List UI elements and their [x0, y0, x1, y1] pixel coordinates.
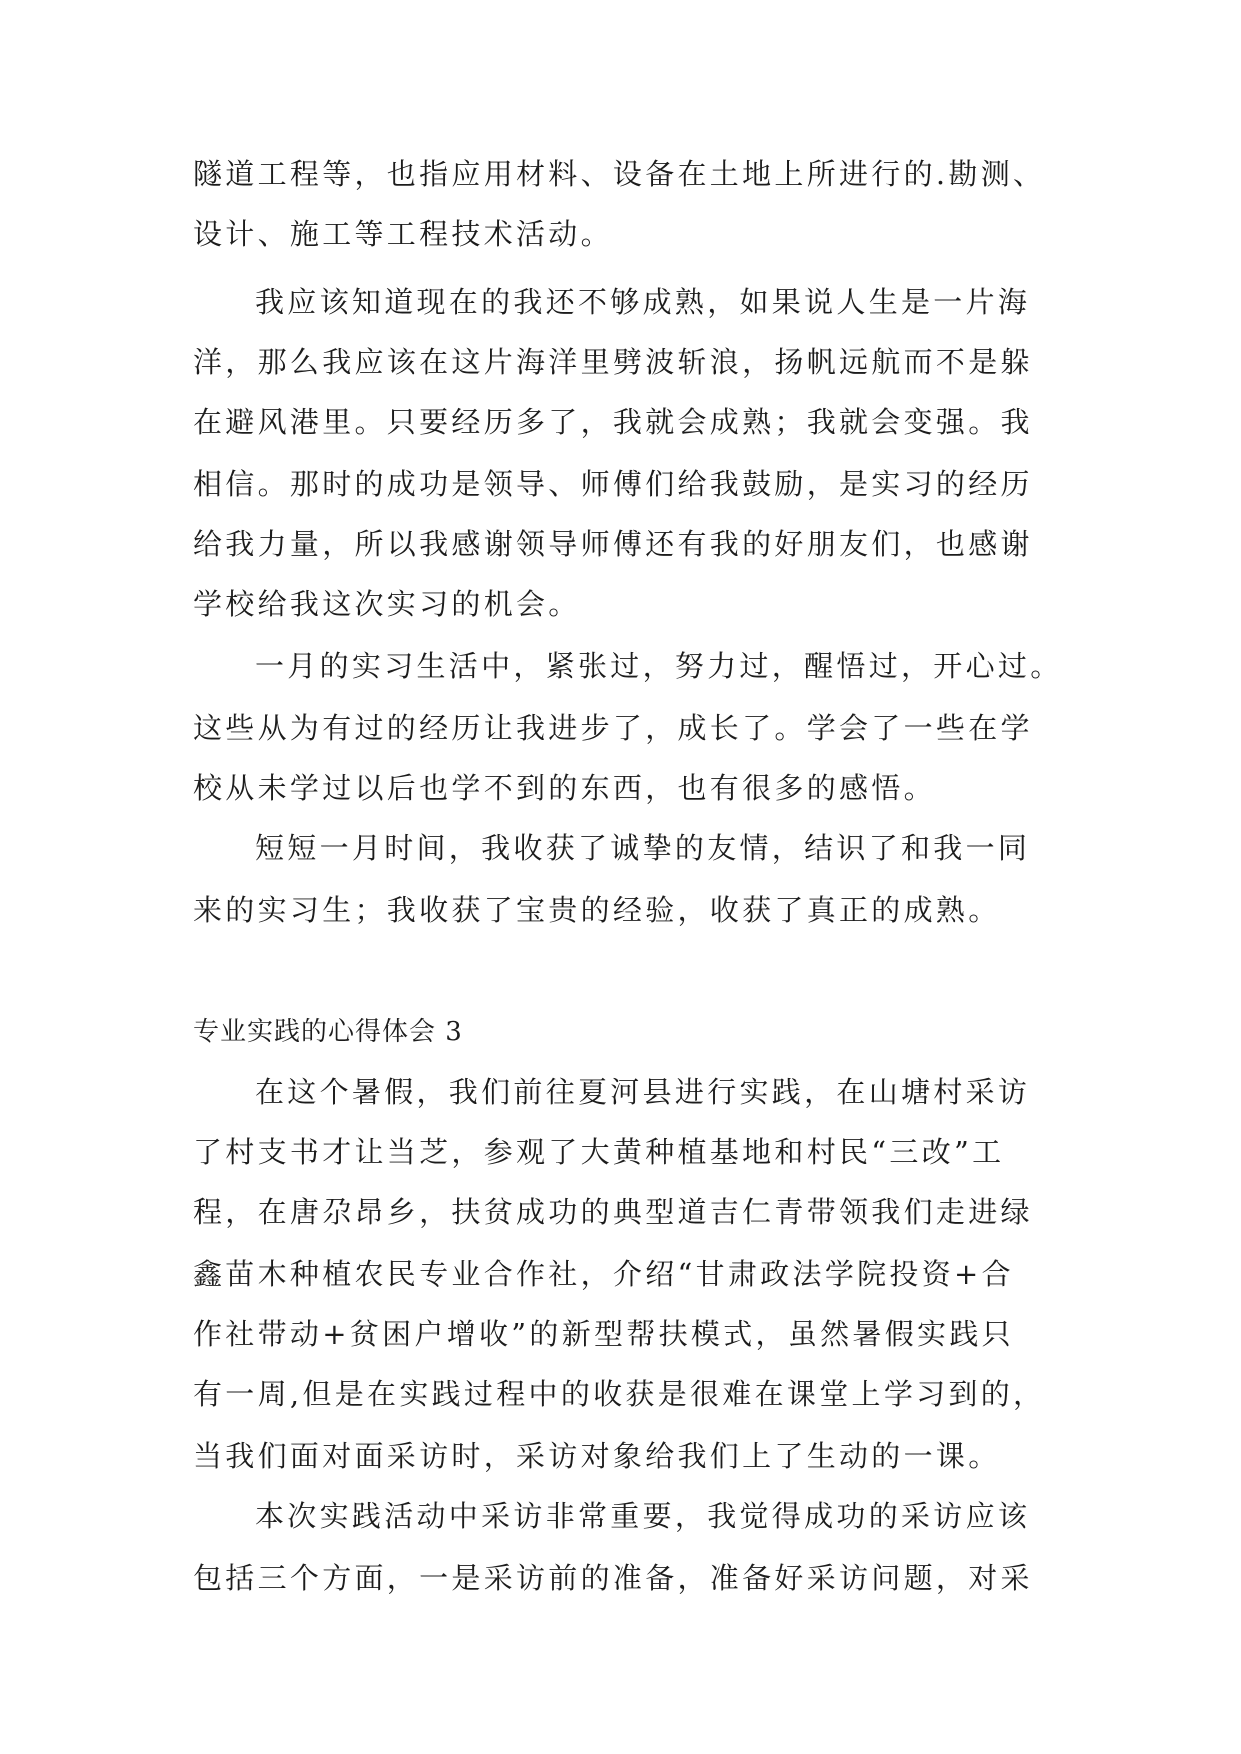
paragraph-line: 当我们面对面采访时，采访对象给我们上了生动的一课。	[193, 1439, 1001, 1473]
paragraph-line: 洋，那么我应该在这片海洋里劈波斩浪，扬帆远航而不是躲	[193, 345, 1033, 379]
paragraph-line: 本次实践活动中采访非常重要，我觉得成功的采访应该	[255, 1499, 1031, 1533]
paragraph-line: 设计、施工等工程技术活动。	[193, 217, 613, 251]
paragraph-line: 短短一月时间，我收获了诚挚的友情，结识了和我一同	[255, 831, 1031, 865]
paragraph-line: 来的实习生；我收获了宝贵的经验，收获了真正的成熟。	[193, 893, 1001, 927]
paragraph-line: 给我力量，所以我感谢领导师傅还有我的好朋友们，也感谢	[193, 527, 1033, 561]
paragraph-line: 校从未学过以后也学不到的东西，也有很多的感悟。	[193, 771, 936, 805]
paragraph-line: 一月的实习生活中，紧张过，努力过，醒悟过，开心过。	[255, 649, 1063, 683]
paragraph-line: 在这个暑假，我们前往夏河县进行实践，在山塘村采访	[255, 1075, 1031, 1109]
paragraph-line: 隧道工程等，也指应用材料、设备在土地上所进行的.勘测、	[193, 157, 1046, 191]
paragraph-line: 作社带动+贫困户增收”的新型帮扶模式，虽然暑假实践只	[193, 1317, 1014, 1351]
paragraph-line: 这些从为有过的经历让我进步了，成长了。学会了一些在学	[193, 711, 1033, 745]
paragraph-line: 有一周,但是在实践过程中的收获是很难在课堂上学习到的，	[193, 1377, 1046, 1411]
paragraph-line: 包括三个方面，一是采访前的准备，准备好采访问题，对采	[193, 1561, 1033, 1595]
paragraph-line: 学校给我这次实习的机会。	[193, 587, 581, 621]
paragraph-line: 相信。那时的成功是领导、师傅们给我鼓励，是实习的经历	[193, 467, 1033, 501]
paragraph-line: 在避风港里。只要经历多了，我就会成熟；我就会变强。我	[193, 405, 1033, 439]
paragraph-line: 了村支书才让当芝，参观了大黄种植基地和村民“三改”工	[193, 1135, 1005, 1169]
paragraph-line: 鑫苗木种植农民专业合作社，介绍“甘肃政法学院投资+合	[193, 1257, 1014, 1291]
section-heading: 专业实践的心得体会 3	[193, 1017, 463, 1047]
paragraph-line: 我应该知道现在的我还不够成熟，如果说人生是一片海	[255, 285, 1031, 319]
paragraph-line: 程，在唐尕昂乡，扶贫成功的典型道吉仁青带领我们走进绿	[193, 1195, 1033, 1229]
